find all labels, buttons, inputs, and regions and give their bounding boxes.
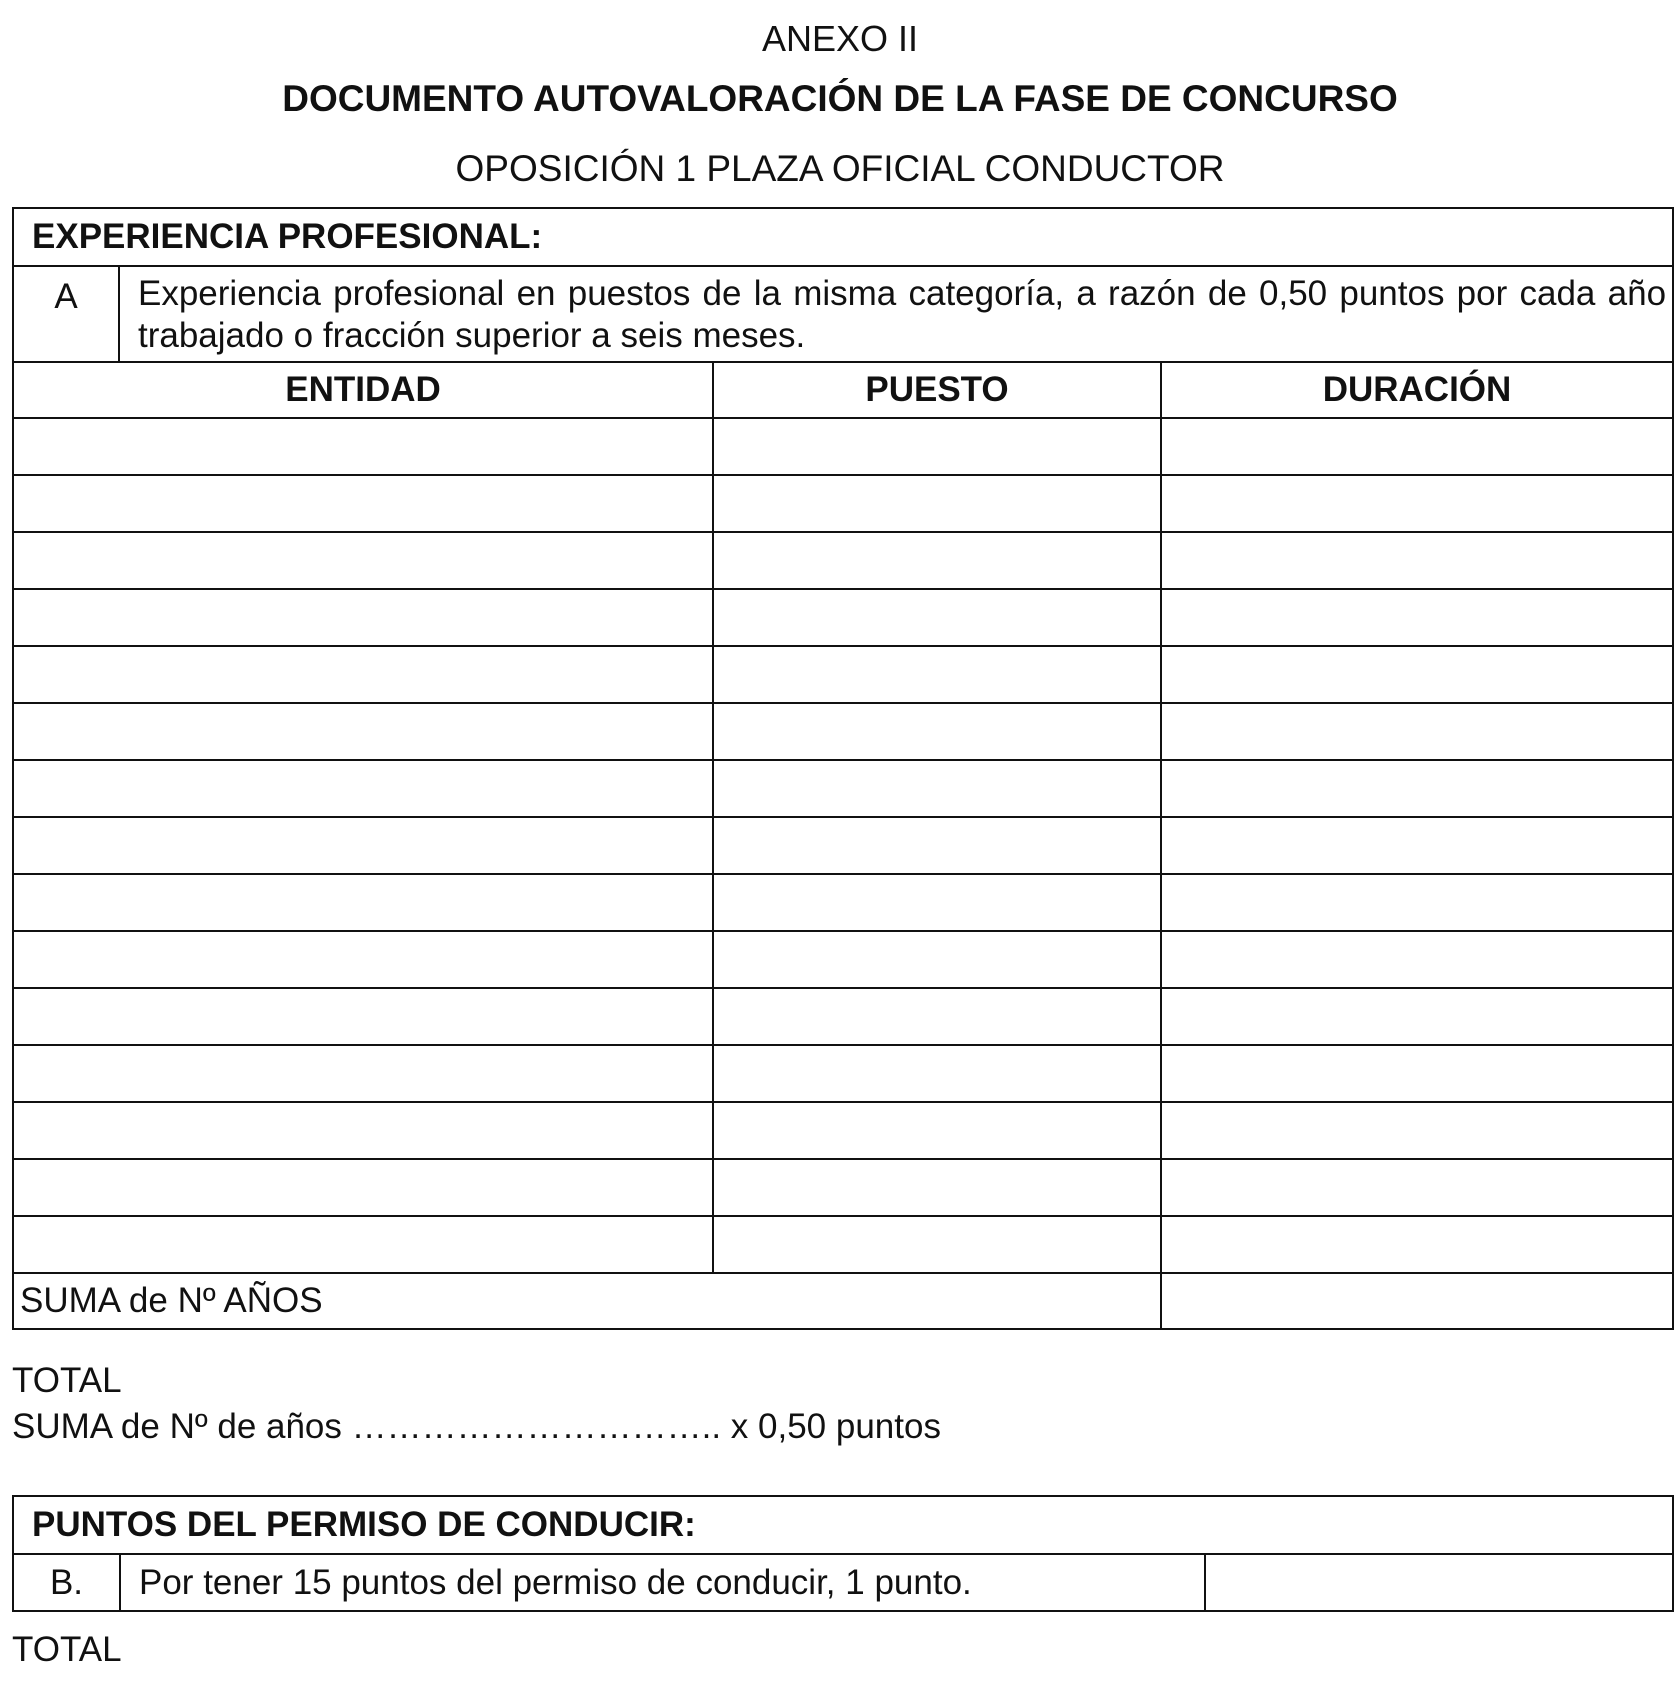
sum-years-value-cell[interactable] [1161, 1273, 1673, 1329]
entidad-cell[interactable] [13, 988, 713, 1045]
duracion-cell[interactable] [1161, 589, 1673, 646]
table-row [13, 1102, 1673, 1159]
entidad-cell[interactable] [13, 760, 713, 817]
duracion-cell[interactable] [1161, 1102, 1673, 1159]
duracion-cell[interactable] [1161, 874, 1673, 931]
experience-section-title: EXPERIENCIA PROFESIONAL: [13, 208, 1673, 266]
puesto-cell[interactable] [713, 817, 1161, 874]
duracion-cell[interactable] [1161, 760, 1673, 817]
entidad-cell[interactable] [13, 646, 713, 703]
license-item-letter: B. [13, 1554, 120, 1611]
puesto-cell[interactable] [713, 760, 1161, 817]
experience-total-label: TOTAL [12, 1361, 122, 1400]
table-row [13, 589, 1673, 646]
puesto-cell[interactable] [713, 703, 1161, 760]
duracion-cell[interactable] [1161, 1216, 1673, 1273]
entidad-cell[interactable] [13, 874, 713, 931]
table-row [13, 1216, 1673, 1273]
duracion-cell[interactable] [1161, 646, 1673, 703]
puesto-cell[interactable] [713, 1216, 1161, 1273]
duracion-cell[interactable] [1161, 475, 1673, 532]
document-title: DOCUMENTO AUTOVALORACIÓN DE LA FASE DE CONCURSO [282, 78, 1398, 119]
license-table [12, 1495, 1674, 1612]
table-row [13, 646, 1673, 703]
table-row [13, 418, 1673, 475]
table-row [13, 760, 1673, 817]
table-row [13, 931, 1673, 988]
entidad-cell[interactable] [13, 817, 713, 874]
entidad-cell[interactable] [13, 532, 713, 589]
duracion-cell[interactable] [1161, 1159, 1673, 1216]
table-row [13, 703, 1673, 760]
puesto-cell[interactable] [713, 646, 1161, 703]
entidad-cell[interactable] [13, 1045, 713, 1102]
puesto-cell[interactable] [713, 931, 1161, 988]
duracion-cell[interactable] [1161, 817, 1673, 874]
experience-table [12, 207, 1674, 1330]
license-section-title: PUNTOS DEL PERMISO DE CONDUCIR: [13, 1496, 1673, 1554]
entidad-cell[interactable] [13, 703, 713, 760]
sum-years-label: SUMA de Nº AÑOS [13, 1273, 1161, 1329]
duracion-cell[interactable] [1161, 931, 1673, 988]
column-header-entidad: ENTIDAD [13, 362, 713, 418]
puesto-cell[interactable] [713, 1045, 1161, 1102]
entidad-cell[interactable] [13, 589, 713, 646]
puesto-cell[interactable] [713, 475, 1161, 532]
duracion-cell[interactable] [1161, 532, 1673, 589]
puesto-cell[interactable] [713, 532, 1161, 589]
annex-label: ANEXO II [761, 18, 919, 59]
table-row [13, 817, 1673, 874]
entidad-cell[interactable] [13, 1102, 713, 1159]
entidad-cell[interactable] [13, 475, 713, 532]
column-header-duracion: DURACIÓN [1161, 362, 1673, 418]
puesto-cell[interactable] [713, 589, 1161, 646]
puesto-cell[interactable] [713, 874, 1161, 931]
puesto-cell[interactable] [713, 1159, 1161, 1216]
experience-total-formula: SUMA de Nº de años ………………………….. x 0,50 puntos [12, 1407, 941, 1446]
duracion-cell[interactable] [1161, 1045, 1673, 1102]
experience-item-letter: A [13, 266, 119, 362]
license-points-cell[interactable] [1205, 1554, 1673, 1611]
duracion-cell[interactable] [1161, 988, 1673, 1045]
table-row [13, 1159, 1673, 1216]
experience-item-text: Experiencia profesional en puestos de la misma categoría, a razón de 0,50 puntos por cada año trabajado o fracción superior a seis meses. [119, 266, 1673, 362]
document-subtitle: OPOSICIÓN 1 PLAZA OFICIAL CONDUCTOR [455, 148, 1225, 189]
column-header-puesto: PUESTO [713, 362, 1161, 418]
final-total-label: TOTAL [12, 1630, 122, 1669]
puesto-cell[interactable] [713, 418, 1161, 475]
license-item-text: Por tener 15 puntos del permiso de conducir, 1 punto. [120, 1554, 1205, 1611]
entidad-cell[interactable] [13, 1159, 713, 1216]
table-row [13, 988, 1673, 1045]
table-row [13, 874, 1673, 931]
table-row [13, 532, 1673, 589]
entidad-cell[interactable] [13, 418, 713, 475]
duracion-cell[interactable] [1161, 703, 1673, 760]
puesto-cell[interactable] [713, 1102, 1161, 1159]
duracion-cell[interactable] [1161, 418, 1673, 475]
table-row [13, 1045, 1673, 1102]
table-row [13, 475, 1673, 532]
entidad-cell[interactable] [13, 1216, 713, 1273]
puesto-cell[interactable] [713, 988, 1161, 1045]
entidad-cell[interactable] [13, 931, 713, 988]
